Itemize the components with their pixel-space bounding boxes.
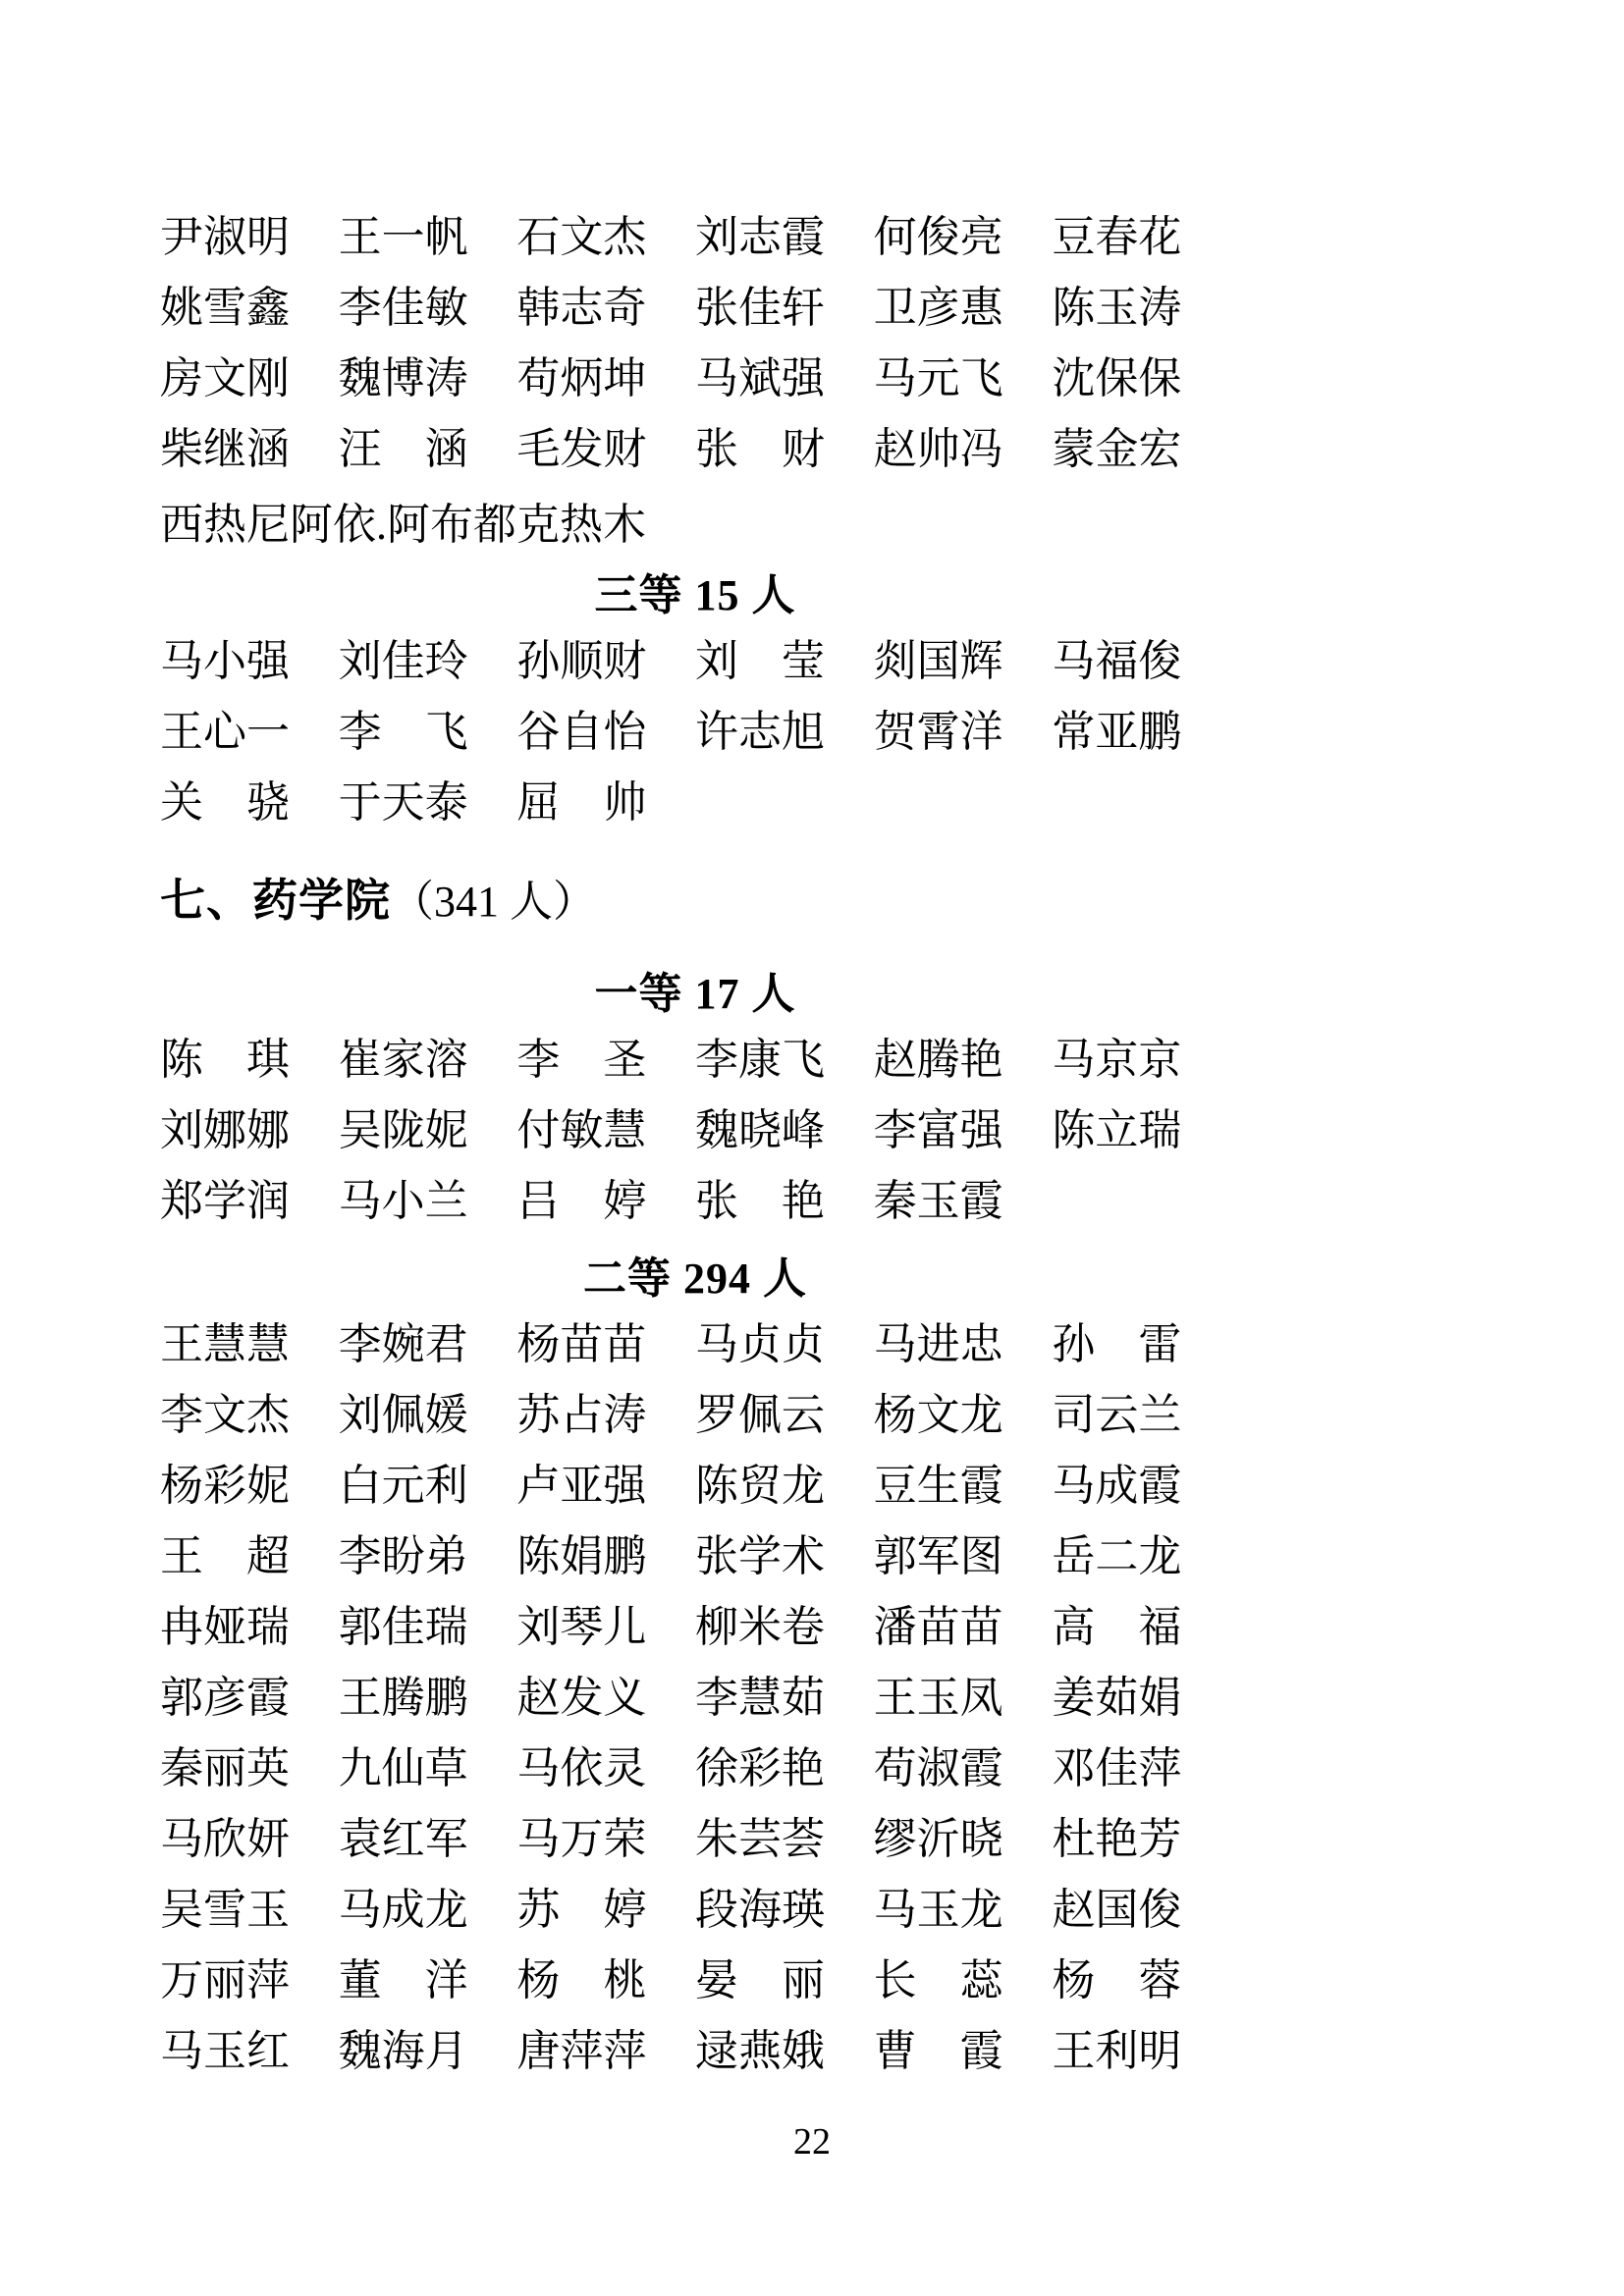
tier3-name-grid <box>160 626 1230 838</box>
student-name: 李文杰 <box>160 1391 290 1439</box>
name-row <box>160 1804 1230 1875</box>
student-name: 马玉红 <box>160 2027 290 2075</box>
student-name: 赵帅冯 <box>873 425 1003 473</box>
carryover-name-grid <box>160 202 1230 485</box>
student-name: 尹淑明 <box>160 213 290 261</box>
student-name: 苟淑霞 <box>873 1744 1003 1792</box>
student-name: 张 财 <box>695 425 825 473</box>
student-name: 豆生霞 <box>873 1462 1003 1510</box>
name-row <box>160 1166 1230 1237</box>
tier1-heading: 一等 17 人 <box>594 970 796 1018</box>
student-name: 马进忠 <box>873 1320 1003 1368</box>
student-name: 常亚鹏 <box>1052 708 1182 756</box>
student-name: 郭佳瑞 <box>338 1603 468 1651</box>
student-name: 冉娅瑞 <box>160 1603 290 1651</box>
student-name: 魏海月 <box>338 2027 468 2075</box>
student-name: 屈 帅 <box>516 778 647 827</box>
name-row <box>160 1946 1230 2016</box>
student-name: 马欣妍 <box>160 1815 290 1863</box>
student-name: 李慧茹 <box>695 1674 825 1722</box>
student-name: 刘娜娜 <box>160 1106 290 1154</box>
student-name: 马成龙 <box>338 1886 468 1934</box>
student-name: 郭军图 <box>873 1532 1003 1580</box>
student-name: 曹 霞 <box>873 2027 1003 2075</box>
student-name: 吕 婷 <box>516 1177 647 1225</box>
name-row <box>160 768 1230 838</box>
student-name: 孙顺财 <box>516 637 647 685</box>
student-name: 邓佳萍 <box>1052 1744 1182 1792</box>
student-name: 豆春花 <box>1052 213 1182 261</box>
student-name: 赵国俊 <box>1052 1886 1182 1934</box>
student-name: 姚雪鑫 <box>160 284 290 332</box>
student-name: 郭彦霞 <box>160 1674 290 1722</box>
student-name: 剡国辉 <box>873 637 1003 685</box>
student-name: 卫彦惠 <box>873 284 1003 332</box>
student-name: 马斌强 <box>695 354 825 402</box>
student-name: 刘志霞 <box>695 213 825 261</box>
student-name: 王一帆 <box>338 213 468 261</box>
tier2-heading: 二等 294 人 <box>583 1255 807 1303</box>
student-name: 刘琴儿 <box>516 1603 647 1651</box>
page-number: 22 <box>793 2121 831 2163</box>
name-row <box>160 626 1230 697</box>
student-name: 马元飞 <box>873 354 1003 402</box>
student-name: 白元利 <box>338 1462 468 1510</box>
name-row <box>160 273 1230 344</box>
name-row <box>160 697 1230 768</box>
student-name: 柳米卷 <box>695 1603 825 1651</box>
name-row <box>160 202 1230 273</box>
student-name: 杨 桃 <box>516 1956 647 2004</box>
name-row <box>160 1095 1230 1166</box>
student-name: 杨 蓉 <box>1052 1956 1182 2004</box>
tier2-name-grid <box>160 1309 1230 2087</box>
student-name: 王利明 <box>1052 2027 1182 2075</box>
student-name: 马贞贞 <box>695 1320 825 1368</box>
student-name: 岳二龙 <box>1052 1532 1182 1580</box>
student-name: 关 骁 <box>160 778 290 827</box>
student-name: 何俊亮 <box>873 213 1003 261</box>
student-name: 吴雪玉 <box>160 1886 290 1934</box>
name-row <box>160 1663 1230 1734</box>
student-name: 李 飞 <box>338 708 468 756</box>
student-name: 唐萍萍 <box>516 2027 647 2075</box>
student-name: 王腾鹏 <box>338 1674 468 1722</box>
student-name: 苟炳坤 <box>516 354 647 402</box>
student-name: 万丽萍 <box>160 1956 290 2004</box>
name-row <box>160 1451 1230 1522</box>
student-name: 杨苗苗 <box>516 1320 647 1368</box>
student-name: 赵腾艳 <box>873 1036 1003 1084</box>
student-name: 马京京 <box>1052 1036 1182 1084</box>
student-name: 苏占涛 <box>516 1391 647 1439</box>
student-name: 逯燕娥 <box>695 2027 825 2075</box>
student-name: 马成霞 <box>1052 1462 1182 1510</box>
student-name: 刘佩媛 <box>338 1391 468 1439</box>
student-name: 李婉君 <box>338 1320 468 1368</box>
student-name: 魏晓峰 <box>695 1106 825 1154</box>
student-name: 袁红军 <box>338 1815 468 1863</box>
student-name: 秦丽英 <box>160 1744 290 1792</box>
student-name: 张佳轩 <box>695 284 825 332</box>
student-name: 马依灵 <box>516 1744 647 1792</box>
student-name: 朱芸荟 <box>695 1815 825 1863</box>
student-name: 于天泰 <box>338 778 468 827</box>
student-name: 陈贸龙 <box>695 1462 825 1510</box>
student-name: 段海瑛 <box>695 1886 825 1934</box>
student-name: 晏 丽 <box>695 1956 825 2004</box>
student-name: 王 超 <box>160 1532 290 1580</box>
student-name: 王玉凤 <box>873 1674 1003 1722</box>
name-row <box>160 1875 1230 1946</box>
student-name: 石文杰 <box>516 213 647 261</box>
student-name: 高 福 <box>1052 1603 1182 1651</box>
student-name: 王慧慧 <box>160 1320 290 1368</box>
name-row <box>160 1592 1230 1663</box>
student-name: 长 蕊 <box>873 1956 1003 2004</box>
student-name: 许志旭 <box>695 708 825 756</box>
student-name: 李盼弟 <box>338 1532 468 1580</box>
name-row <box>160 2016 1230 2087</box>
student-name: 柴继涵 <box>160 425 290 473</box>
student-name: 司云兰 <box>1052 1391 1182 1439</box>
student-name: 九仙草 <box>338 1744 468 1792</box>
student-name: 崔家溶 <box>338 1036 468 1084</box>
name-row <box>160 1025 1230 1095</box>
student-name: 李康飞 <box>695 1036 825 1084</box>
student-name: 陈玉涛 <box>1052 284 1182 332</box>
student-name: 罗佩云 <box>695 1391 825 1439</box>
name-row <box>160 1380 1230 1451</box>
student-name: 陈 琪 <box>160 1036 290 1084</box>
student-name: 马福俊 <box>1052 637 1182 685</box>
student-name: 徐彩艳 <box>695 1744 825 1792</box>
student-name: 韩志奇 <box>516 284 647 332</box>
student-name: 汪 涵 <box>338 425 468 473</box>
student-name: 潘苗苗 <box>873 1603 1003 1651</box>
student-name: 卢亚强 <box>516 1462 647 1510</box>
student-name: 马小兰 <box>338 1177 468 1225</box>
student-name: 杨文龙 <box>873 1391 1003 1439</box>
student-name: 马万荣 <box>516 1815 647 1863</box>
college-heading <box>160 858 1230 936</box>
name-row <box>160 1734 1230 1804</box>
student-name: 吴陇妮 <box>338 1106 468 1154</box>
student-name: 付敏慧 <box>516 1106 647 1154</box>
student-name: 马玉龙 <box>873 1886 1003 1934</box>
student-name: 沈保保 <box>1052 354 1182 402</box>
student-name: 董 洋 <box>338 1956 468 2004</box>
page-content <box>160 202 1230 2087</box>
student-name: 贺霄洋 <box>873 708 1003 756</box>
name-row <box>160 344 1230 414</box>
student-name: 缪沂晓 <box>873 1815 1003 1863</box>
college-count: （341 人） <box>391 878 596 926</box>
student-name: 魏博涛 <box>338 354 468 402</box>
student-name: 王心一 <box>160 708 290 756</box>
student-name: 郑学润 <box>160 1177 290 1225</box>
student-name: 苏 婷 <box>516 1886 647 1934</box>
student-name: 马小强 <box>160 637 290 685</box>
student-name: 杜艳芳 <box>1052 1815 1182 1863</box>
student-name: 李佳敏 <box>338 284 468 332</box>
student-name: 陈立瑞 <box>1052 1106 1182 1154</box>
student-name: 张学术 <box>695 1532 825 1580</box>
student-name: 杨彩妮 <box>160 1462 290 1510</box>
student-name: 姜茹娟 <box>1052 1674 1182 1722</box>
student-name: 刘 莹 <box>695 637 825 685</box>
long-student-name: 西热尼阿依.阿布都克热木 <box>160 501 646 549</box>
student-name: 孙 雷 <box>1052 1320 1182 1368</box>
student-name: 蒙金宏 <box>1052 425 1182 473</box>
name-row <box>160 1309 1230 1380</box>
student-name: 谷自怡 <box>516 708 647 756</box>
student-name: 房文刚 <box>160 354 290 402</box>
student-name: 秦玉霞 <box>873 1177 1003 1225</box>
student-name: 毛发财 <box>516 425 647 473</box>
name-row <box>160 414 1230 485</box>
name-row <box>160 1522 1230 1592</box>
student-name: 李 圣 <box>516 1036 647 1084</box>
student-name: 赵发义 <box>516 1674 647 1722</box>
student-name: 陈娟鹏 <box>516 1532 647 1580</box>
student-name: 李富强 <box>873 1106 1003 1154</box>
college-title: 七、药学院 <box>160 876 391 926</box>
student-name: 张 艳 <box>695 1177 825 1225</box>
tier3-heading: 三等 15 人 <box>594 571 796 619</box>
tier1-name-grid <box>160 1025 1230 1237</box>
student-name: 刘佳玲 <box>338 637 468 685</box>
